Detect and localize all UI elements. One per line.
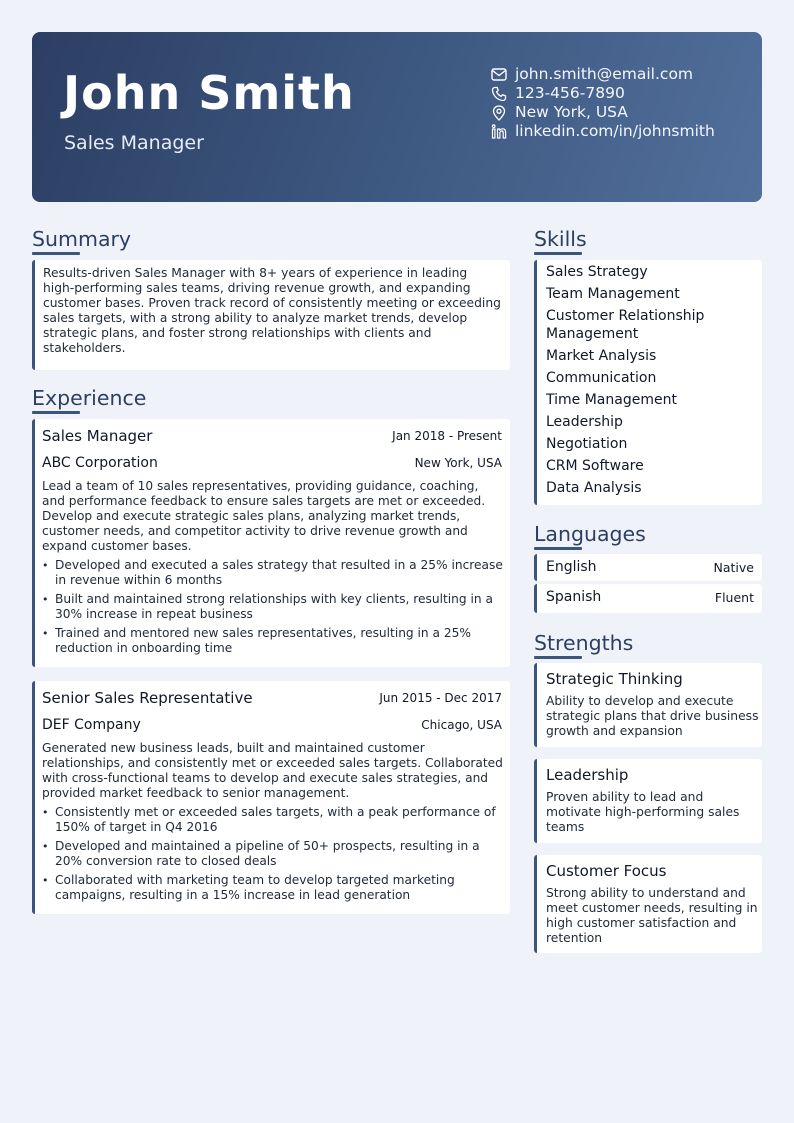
job-description: Lead a team of 10 sales representatives, providing guidance, coaching, and performance feedback to ensure sales targets are met or exceeded. Develop and execute strategic sales plans, analyzing market trends, customer needs, and competitor activity to drive revenue growth and expand customer bases. xyxy=(42,479,486,553)
achievement-item: • Consistently met or exceeded sales targets, with a peak performance of 150% of target in Q4 2016 xyxy=(42,805,504,835)
language-row-english xyxy=(534,554,762,581)
job-title: Senior Sales Representative xyxy=(42,689,253,707)
resume-header xyxy=(32,32,762,202)
language-row-spanish xyxy=(534,584,762,613)
languages-underline xyxy=(534,547,582,550)
mail-icon xyxy=(490,66,507,83)
skills-heading: Skills xyxy=(534,227,587,251)
job-dates: Jun 2015 - Dec 2017 xyxy=(379,691,502,705)
contact-linkedin-text: linkedin.com/in/johnsmith xyxy=(515,122,715,140)
strength-description: Proven ability to lead and motivate high-performing sales teams xyxy=(546,790,740,834)
strength-title: Strategic Thinking xyxy=(546,670,683,688)
language-name: English xyxy=(546,559,597,575)
achievement-item: • Developed and executed a sales strategy that resulted in a 25% increase in revenue within 6 months xyxy=(42,558,504,588)
strength-card xyxy=(534,855,762,953)
job-card-1 xyxy=(32,419,510,667)
job-achievements xyxy=(42,558,504,660)
achievement-item: • Developed and maintained a pipeline of 50+ prospects, resulting in a 20% conversion rate to closed deals xyxy=(42,839,504,869)
job-card-2 xyxy=(32,681,510,914)
strength-card xyxy=(534,663,762,747)
strength-description: Ability to develop and execute strategic plans that drive business growth and expansion xyxy=(546,694,759,738)
achievement-item: • Trained and mentored new sales representatives, resulting in a 25% reduction in onboarding time xyxy=(42,626,504,656)
summary-heading: Summary xyxy=(32,227,132,251)
candidate-role: Sales Manager xyxy=(64,132,204,154)
phone-icon xyxy=(490,85,507,102)
contact-email[interactable] xyxy=(490,65,760,84)
language-level: Native xyxy=(713,560,754,575)
skill-item: CRM Software xyxy=(546,458,644,474)
job-location: New York, USA xyxy=(414,456,502,470)
contact-phone-text: 123-456-7890 xyxy=(515,84,625,102)
summary-underline xyxy=(32,252,80,255)
summary-text: Results-driven Sales Manager with 8+ years of experience in leading high-performing sales teams, driving revenue growth, and expanding customer bases. Proven track record of consistently meeting or exceeding sales targets, with a strong ability to analyze market trends, develop strategic plans, and foster strong relationships with clients and stakeholders. xyxy=(43,266,501,355)
job-title: Sales Manager xyxy=(42,427,153,445)
skill-item: Sales Strategy xyxy=(546,264,648,280)
strength-card xyxy=(534,759,762,843)
strength-title: Leadership xyxy=(546,766,629,784)
strengths-heading: Strengths xyxy=(534,631,634,655)
contact-location-text: New York, USA xyxy=(515,103,628,121)
contact-list xyxy=(490,65,760,141)
skills-card xyxy=(534,260,762,505)
contact-linkedin[interactable] xyxy=(490,122,760,141)
languages-heading: Languages xyxy=(534,522,646,546)
contact-phone[interactable] xyxy=(490,84,760,103)
job-description: Generated new business leads, built and maintained customer relationships, and consistently met or exceeded sales targets. Collaborated with cross-functional teams to develop and execute sales strategies, and provided market feedback to senior management. xyxy=(42,741,503,800)
candidate-name: John Smith xyxy=(63,66,355,120)
skill-item: Leadership xyxy=(546,414,623,430)
achievement-item: • Built and maintained strong relationships with key clients, resulting in a 30% increase in repeat business xyxy=(42,592,504,622)
strengths-underline xyxy=(534,656,582,659)
skill-item: Negotiation xyxy=(546,436,628,452)
contact-email-text: john.smith@email.com xyxy=(515,65,694,83)
job-dates: Jan 2018 - Present xyxy=(392,429,502,443)
skill-item: Communication xyxy=(546,370,657,386)
achievement-item: • Collaborated with marketing team to develop targeted marketing campaigns, resulting in a 15% increase in lead generation xyxy=(42,873,504,903)
job-company: DEF Company xyxy=(42,717,141,733)
skill-item: Market Analysis xyxy=(546,348,657,364)
skill-item: Data Analysis xyxy=(546,480,642,496)
skill-item: Time Management xyxy=(546,392,677,408)
language-name: Spanish xyxy=(546,589,602,605)
linkedin-icon xyxy=(490,123,507,140)
language-level: Fluent xyxy=(714,590,754,605)
skills-underline xyxy=(534,252,582,255)
strength-title: Customer Focus xyxy=(546,862,667,880)
strength-description: Strong ability to understand and meet customer needs, resulting in high customer satisfaction and retention xyxy=(546,886,758,945)
job-achievements xyxy=(42,805,504,907)
summary-card xyxy=(32,260,510,370)
location-pin-icon xyxy=(490,104,507,121)
experience-heading: Experience xyxy=(32,386,147,410)
skill-item: Customer Relationship Management xyxy=(546,308,705,342)
contact-location xyxy=(490,103,760,122)
experience-underline xyxy=(32,411,80,414)
job-location: Chicago, USA xyxy=(421,718,502,732)
job-company: ABC Corporation xyxy=(42,455,158,471)
skill-item: Team Management xyxy=(546,286,680,302)
